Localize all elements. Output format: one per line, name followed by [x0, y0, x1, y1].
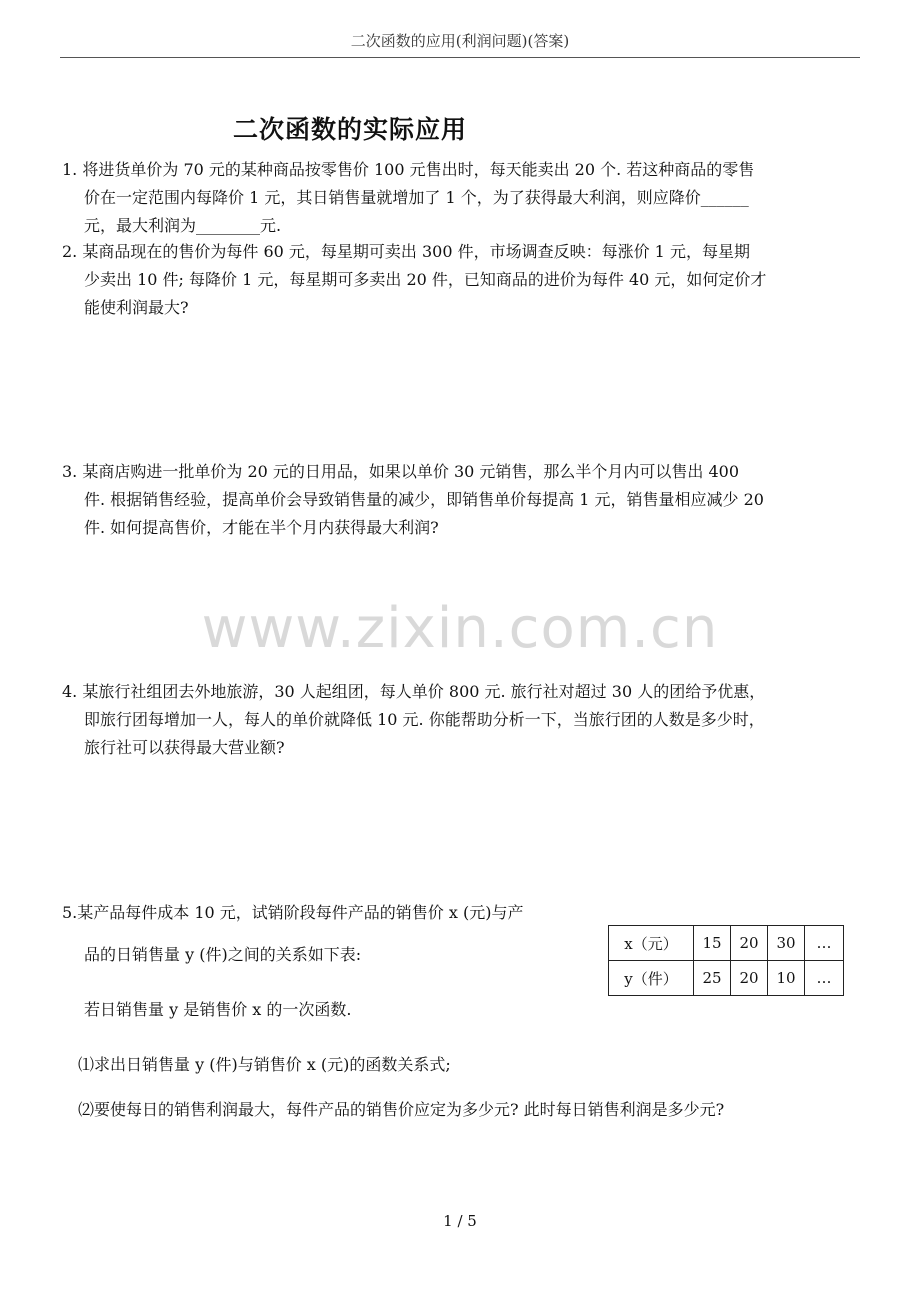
- table-cell: 15: [694, 926, 731, 961]
- question-2: [62, 238, 858, 322]
- question-3-line-1: 3. 某商店购进一批单价为 20 元的日用品，如果以单价 30 元销售，那么半个月内可以售出 400: [62, 462, 740, 481]
- question-4: [62, 678, 858, 762]
- question-2-line-2: 少卖出 10 件; 每降价 1 元，每星期可多卖出 20 件，已知商品的进价为每件 40 元，如何定价才: [84, 270, 767, 289]
- question-3-line-2: 件. 根据销售经验，提高单价会导致销售量的减少，即销售单价每提高 1 元，销售量相应减少 20: [84, 490, 764, 509]
- question-1-line-2: 价在一定范围内每降价 1 元，其日销售量就增加了 1 个，为了获得最大利润，则应降价______: [84, 188, 749, 207]
- question-4-line-1: 4. 某旅行社组团去外地旅游，30 人起组团，每人单价 800 元. 旅行社对超过 30 人的团给予优惠，: [62, 682, 766, 701]
- table-cell: …: [805, 926, 844, 961]
- table-cell: …: [805, 961, 844, 996]
- question-2-line-3: 能使利润最大?: [84, 298, 189, 317]
- table-cell: 20: [731, 926, 768, 961]
- question-4-line-3: 旅行社可以获得最大营业额?: [84, 738, 285, 757]
- table-cell: 20: [731, 961, 768, 996]
- question-1-line-3: 元，最大利润为________元.: [84, 216, 282, 235]
- table-row: [609, 926, 844, 961]
- question-5-line-1: 5.某产品每件成本 10 元，试销阶段每件产品的销售价 x (元)与产: [62, 903, 524, 922]
- table-row: [609, 961, 844, 996]
- table-cell: 10: [768, 961, 805, 996]
- question-2-line-1: 2. 某商品现在的售价为每件 60 元，每星期可卖出 300 件，市场调查反映：每涨价 1 元，每星期: [62, 242, 750, 261]
- question-3-line-3: 件. 如何提高售价，才能在半个月内获得最大利润?: [84, 518, 439, 537]
- page-title: 二次函数的实际应用: [232, 115, 467, 144]
- table-row-label: y（件）: [609, 961, 694, 996]
- question-1: [62, 156, 858, 240]
- table-cell: 30: [768, 926, 805, 961]
- question-1-line-1: 1. 将进货单价为 70 元的某种商品按零售价 100 元售出时，每天能卖出 20 个. 若这种商品的零售: [62, 160, 755, 179]
- question-4-line-2: 即旅行团每增加一人，每人的单价就降低 10 元. 你能帮助分析一下，当旅行团的人数是多少时，: [84, 710, 765, 729]
- page-header: 二次函数的应用(利润问题)(答案): [60, 30, 860, 58]
- price-sales-table: [608, 925, 844, 996]
- question-5-line-2: 品的日销售量 y (件)之间的关系如下表:: [84, 945, 362, 964]
- question-5-part-1: ⑴求出日销售量 y (件)与销售价 x (元)的函数关系式;: [78, 1055, 451, 1074]
- page-number: 1 / 5: [443, 1212, 477, 1230]
- question-3: [62, 458, 858, 542]
- table-cell: 25: [694, 961, 731, 996]
- question-5-part-2: ⑵要使每日的销售利润最大，每件产品的销售价应定为多少元? 此时每日销售利润是多少元?: [78, 1100, 725, 1119]
- table-row-label: x（元）: [609, 926, 694, 961]
- watermark: www.zixin.com.cn: [201, 596, 719, 661]
- question-5-line-3: 若日销售量 y 是销售价 x 的一次函数.: [84, 1000, 352, 1019]
